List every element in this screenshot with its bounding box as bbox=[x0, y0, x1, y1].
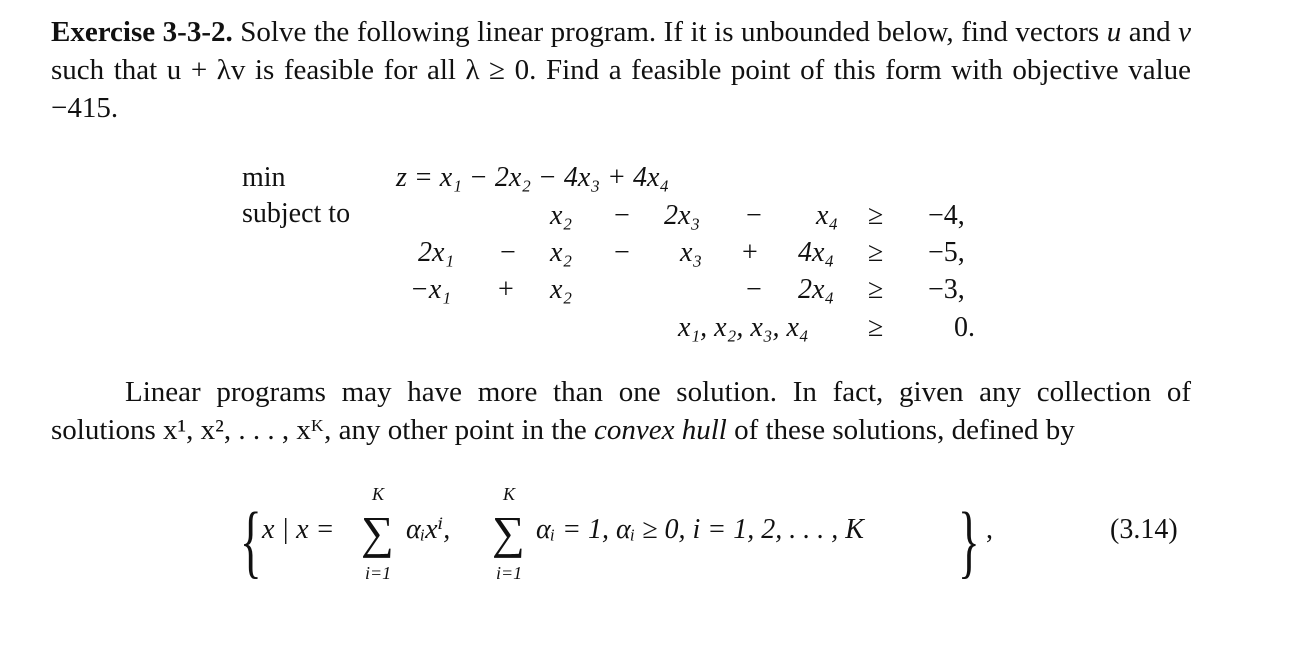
lp-row1-sign2: − bbox=[614, 200, 630, 231]
paragraph-line-1: Linear programs may have more than one solution. In fact, given any collection of bbox=[125, 376, 1191, 408]
sum1-upper-limit: K bbox=[372, 484, 385, 504]
lp-row2-relation: ≥ bbox=[868, 237, 884, 268]
equation-term-1: αᵢxⁱ, bbox=[406, 514, 451, 545]
lp-row3-relation: ≥ bbox=[868, 274, 884, 305]
lp-row2-col4: 4x₄ bbox=[798, 237, 835, 268]
paragraph-line-2-start: solutions x¹, x², . . . , xᴷ, any other point in the bbox=[51, 414, 587, 446]
lp-row1-sign3: − bbox=[746, 200, 762, 231]
exercise-line-2: such that u + λv is feasible for all λ ≥ 0. Find a feasible point of this form with bbox=[51, 54, 1003, 86]
lp-row3-sign1: + bbox=[498, 274, 514, 305]
exercise-var-u: u bbox=[1106, 16, 1122, 48]
equation-number: (3.14) bbox=[1110, 514, 1178, 545]
equation-close-brace: } bbox=[958, 495, 980, 586]
lp-row3-sign3: − bbox=[746, 274, 762, 305]
equation-trailing-comma: , bbox=[986, 514, 993, 545]
exercise-line-3: objective value −415. bbox=[51, 54, 1192, 124]
lp-nonneg-rhs: 0. bbox=[954, 312, 975, 343]
lp-nonneg-relation: ≥ bbox=[868, 312, 884, 343]
lp-objective: z = x₁ − 2x₂ − 4x₃ + 4x₄ bbox=[396, 162, 670, 193]
sum2-upper-limit: K bbox=[503, 484, 516, 504]
lp-row1-col3: 2x₃ bbox=[664, 200, 701, 231]
exercise-paragraph bbox=[51, 13, 1191, 127]
exercise-label: Exercise 3-3-2. bbox=[51, 16, 233, 48]
lp-row3-rhs: −3, bbox=[928, 274, 965, 305]
exercise-line-1: Solve the following linear program. If it is unbounded below, find vectors bbox=[240, 16, 1100, 48]
lp-row1-rhs: −4, bbox=[928, 200, 965, 231]
equation-term-2: αᵢ = 1, αᵢ ≥ 0, i = 1, 2, . . . , K bbox=[536, 514, 864, 545]
paragraph-line-2-end: of these solutions, defined by bbox=[734, 414, 1075, 446]
lp-row2-sign2: − bbox=[614, 237, 630, 268]
lp-row1-col4: x₄ bbox=[816, 200, 839, 231]
equation-open-brace: { bbox=[240, 495, 262, 586]
lp-min-label: min bbox=[242, 162, 286, 193]
lp-row3-col4: 2x₄ bbox=[798, 274, 835, 305]
lp-subject-to-label: subject to bbox=[242, 198, 351, 229]
sum2-lower-limit: i=1 bbox=[496, 563, 523, 583]
exercise-and: and bbox=[1128, 16, 1171, 48]
lp-row2-col1: 2x₁ bbox=[418, 237, 455, 268]
lp-row1-col2: x₂ bbox=[550, 200, 573, 231]
lp-nonneg-vars: x₁, x₂, x₃, x₄ bbox=[678, 312, 809, 343]
lp-row2-col3: x₃ bbox=[680, 237, 703, 268]
lp-row1-relation: ≥ bbox=[868, 200, 884, 231]
lp-row2-col2: x₂ bbox=[550, 237, 573, 268]
exercise-var-v: v bbox=[1178, 16, 1192, 48]
convex-hull-paragraph bbox=[51, 373, 1191, 449]
lp-row3-col1: −x₁ bbox=[410, 274, 452, 305]
sum1-symbol: ∑ bbox=[361, 507, 394, 558]
sum2-symbol: ∑ bbox=[492, 507, 525, 558]
lp-row2-sign3: + bbox=[742, 237, 758, 268]
equation-set-variable: x | x = bbox=[262, 514, 335, 545]
paragraph-emphasis: convex hull bbox=[593, 414, 727, 446]
lp-row2-sign1: − bbox=[500, 237, 516, 268]
sum1-lower-limit: i=1 bbox=[365, 563, 392, 583]
lp-row3-col2: x₂ bbox=[550, 274, 573, 305]
lp-row2-rhs: −5, bbox=[928, 237, 965, 268]
